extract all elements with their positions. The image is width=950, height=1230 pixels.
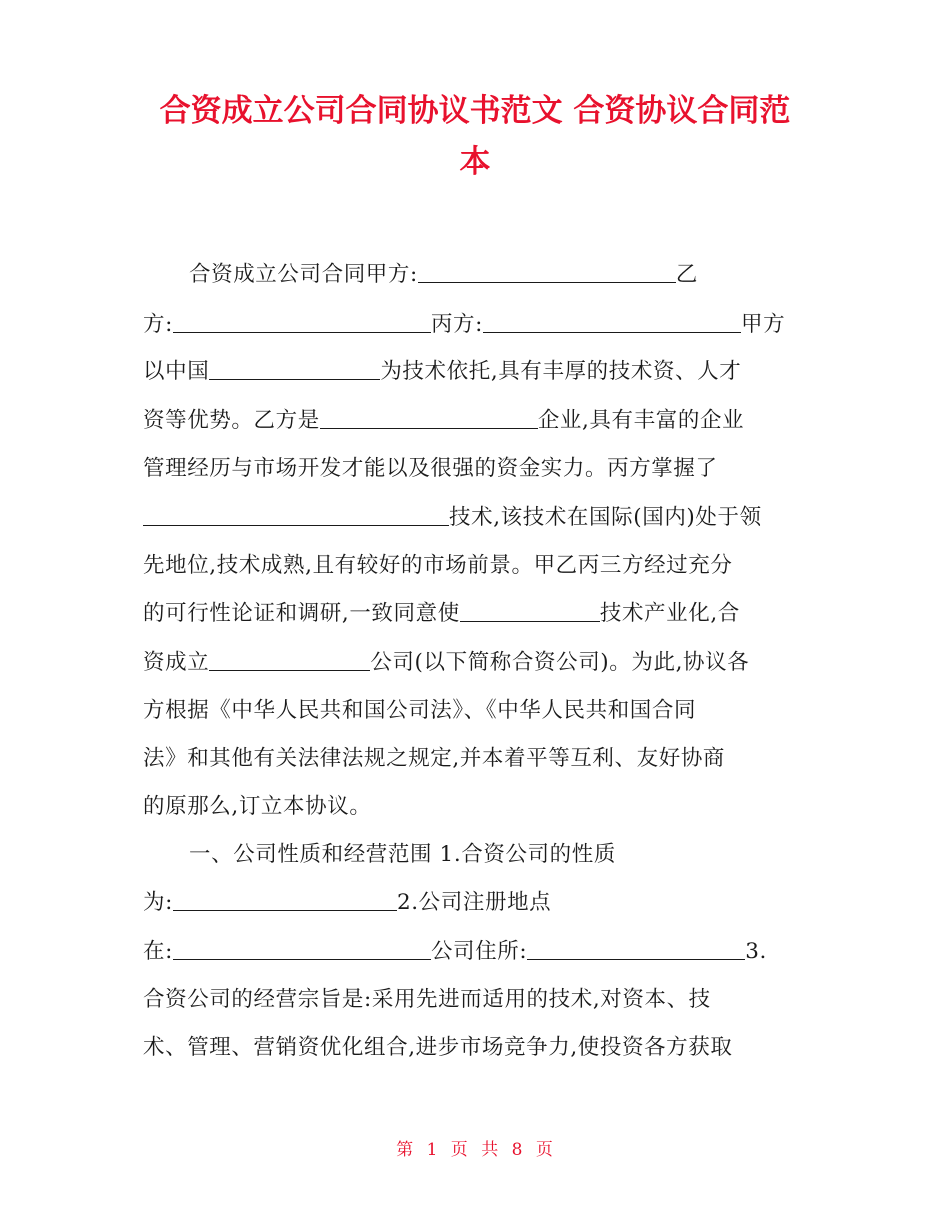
body-text: 3.: [745, 939, 767, 964]
body-line-17: [143, 1033, 732, 1063]
body-text: 资成立: [143, 650, 210, 675]
body-text: 为:: [143, 890, 173, 915]
body-text: 法》和其他有关法律法规之规定,并本着平等互利、友好协商: [143, 746, 726, 771]
body-text: 合资公司的经营宗旨是:采用先进而适用的技术,对资本、技: [143, 987, 711, 1012]
body-text: 企业,具有丰富的企业: [537, 408, 745, 433]
document-title-line-1: 合资成立公司合同协议书范文 合资协议合同范: [159, 93, 791, 129]
party-a-label: 合资成立公司合同甲方:: [189, 262, 418, 287]
body-line-14: [143, 888, 551, 918]
tech-basis-blank: [209, 357, 380, 380]
party-c-blank: [483, 310, 741, 333]
body-text: 技术,该技术在国际(国内)处于领: [449, 505, 762, 530]
party-b-blank: [173, 310, 431, 333]
body-line-7: [143, 551, 732, 581]
body-text: 以中国: [143, 359, 210, 384]
body-text: 在:: [143, 939, 173, 964]
body-line-8: [143, 599, 740, 629]
body-text: 公司(以下简称合资公司)。为此,协议各: [370, 650, 750, 675]
registration-address-blank: [173, 937, 431, 960]
body-line-2: [143, 310, 785, 340]
document-title-line-2: 本: [459, 144, 491, 180]
body-text: 先地位,技术成熟,且有较好的市场前景。甲乙丙三方经过充分: [143, 553, 733, 578]
party-a-blank: [418, 260, 676, 283]
company-name-blank: [209, 648, 370, 671]
body-text: 管理经历与市场开发才能以及很强的资金实力。丙方掌握了: [143, 456, 718, 481]
body-line-6: [143, 503, 762, 533]
body-line-4: [143, 406, 744, 436]
section-heading-line: [189, 840, 616, 870]
body-line-15: [143, 937, 767, 967]
body-line-12: [143, 792, 371, 822]
body-line-11: [143, 744, 725, 774]
body-text: 的可行性论证和调研,一致同意使: [143, 601, 460, 626]
page-number-footer: 第 1 页 共 8 页: [396, 1140, 554, 1160]
party-c-label: 丙方:: [430, 312, 483, 337]
body-text: 资等优势。乙方是: [143, 408, 320, 433]
body-line-10: [143, 696, 696, 726]
body-line-16: [143, 985, 711, 1015]
body-line-5: [143, 454, 718, 484]
body-text: 术、管理、营销资优化组合,进步市场竞争力,使投资各方获取: [143, 1035, 733, 1060]
body-line-9: [143, 648, 749, 678]
body-text: 公司住所:: [430, 939, 528, 964]
body-text: 技术产业化,合: [599, 601, 740, 626]
technology-blank: [143, 503, 449, 526]
body-text: 方根据《中华人民共和国公司法》、《中华人民共和国合同: [143, 698, 697, 723]
party-b-label-start: 乙: [675, 262, 698, 287]
company-nature-blank: [173, 888, 397, 911]
enterprise-blank: [320, 406, 538, 429]
body-text: 的原那么,订立本协议。: [143, 794, 372, 819]
body-text: 为技术依托,具有丰厚的技术资、人才: [380, 359, 742, 384]
body-text: 2.公司注册地点: [396, 890, 552, 915]
body-line-1: [189, 260, 698, 290]
body-text: 甲方: [741, 312, 786, 337]
party-b-label-end: 方:: [143, 312, 173, 337]
body-line-3: [143, 357, 741, 387]
industrialize-tech-blank: [460, 599, 600, 622]
company-address-blank: [527, 937, 745, 960]
section-heading: 一、公司性质和经营范围 1.合资公司的性质: [189, 842, 616, 867]
